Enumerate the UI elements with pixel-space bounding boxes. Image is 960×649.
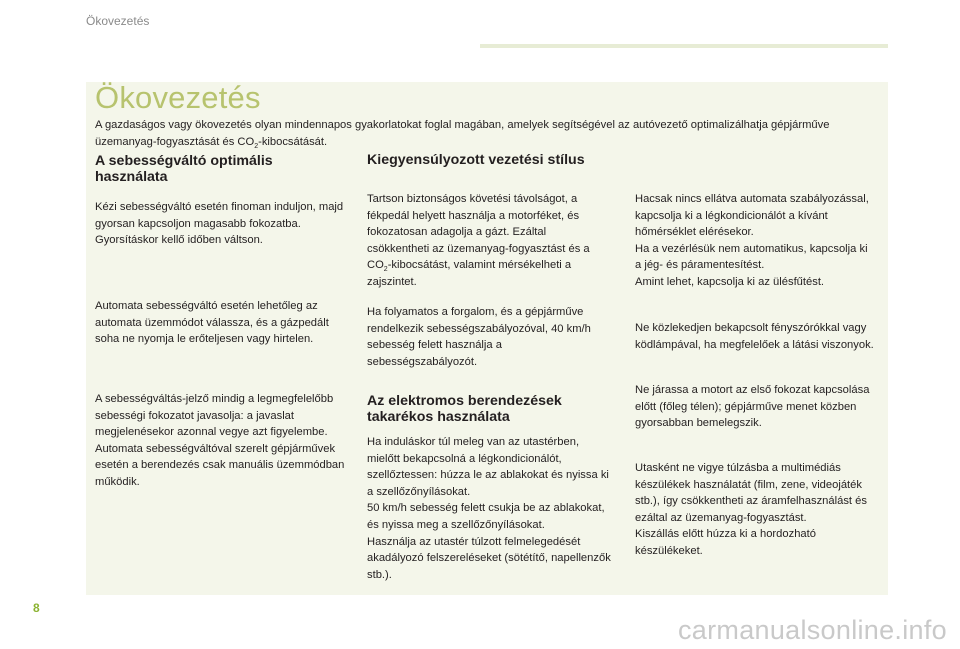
gearbox-heading: A sebességváltó optimális használata — [95, 153, 273, 185]
header-divider — [480, 44, 888, 48]
left-para-manual-gearbox: Kézi sebességváltó esetén finoman induljon, majd gyorsan kapcsoljon magasabb fokozatba. Gyorsításkor kellő időben váltson. — [95, 201, 344, 247]
intro-paragraph: A gazdaságos vagy ökovezetés olyan mindennapos gyakorlatokat foglal magában, amelyek segítségével az autóvezető optimalizálhatja gépjárműve üzemanyag-fogyasztását és $CO_2$-kibocsátását. — [95, 119, 830, 151]
right-para-headlamps: Ne közlekedjen bekapcsolt fényszórókkal vagy ködlámpával, ha megfelelőek a látási viszonyok. — [635, 322, 874, 351]
middle-para-ventilation: Ha induláskor túl meleg van az utastérben, mielőtt bekapcsolná a légkondicionálót, szellőztessen: húzza le az ablakokat és nyissa ki a szellőzőnyílásokat. 50 km/h sebesség felett csukja be az ablakokat, és nyissa meg a szellőzőnyílásokat. Használja az utastér túlzott felmelegedését akadályozó felszereléseket (sötétítő, napellenzők stb.). — [367, 436, 611, 581]
middle-para-cruise-control: Ha folyamatos a forgalom, és a gépjárműve rendelkezik sebességszabályozóval, 40 km/h sebesség felett használja a sebességszabályozót. — [367, 306, 591, 368]
left-para-gearshift-indicator: A sebességváltás-jelző mindig a legmegfelelőbb sebességi fokozatot javasolja: a javaslat megjelenésekor azonnal vegye azt figyelembe. Automata sebességváltóval szerelt gépjárművek esetén a berendezés csak manuális üzemmódban működik. — [95, 393, 345, 488]
header-section-title: Ökovezetés — [86, 14, 150, 28]
right-para-air-conditioning: Hacsak nincs ellátva automata szabályozással, kapcsolja ki a légkondicionálót a kívánt hőmérséklet elérésekor. Ha a vezérlésük nem automatikus, kapcsolja ki a jég- és páramentesítést. Amint lehet, kapcsolja ki az ülésfűtést. — [635, 193, 869, 288]
site-watermark: carmanualsonline.info — [678, 615, 947, 645]
page-title: Ökovezetés — [95, 80, 261, 115]
right-para-engine-warmup: Ne járassa a motort az első fokozat kapcsolása előtt (főleg télen); gépjárműve menet közben gyorsabban bemelegszik. — [635, 384, 870, 430]
right-para-multimedia: Utasként ne vigye túlzásba a multimédiás készülékek használatát (film, zene, videojáték stb.), így csökkentheti az áramfelhasználást és ezáltal az üzemanyag-fogyasztást. Kiszállás előtt húzza ki a hordozható készülékeket. — [635, 462, 867, 557]
page-number: 8 — [33, 601, 40, 615]
left-para-automatic-gearbox: Automata sebességváltó esetén lehetőleg az automata üzemmódot válassza, és a gázpedált soha ne nyomja le erőteljesen vagy hirtelen. — [95, 300, 329, 346]
electrical-equipment-heading: Az elektromos berendezések takarékos használata — [367, 393, 562, 425]
middle-para-driving-style: Tartson biztonságos követési távolságot, a fékpedál helyett használja a motorféket, és fokozatosan adagolja a gázt. Ezáltal csökkentheti az üzemanyag-fogyasztást és a $CO_2$-kibocsátást, valamint mérsékelheti a zajszintet. — [367, 193, 590, 288]
driving-style-heading: Kiegyensúlyozott vezetési stílus — [367, 152, 585, 168]
